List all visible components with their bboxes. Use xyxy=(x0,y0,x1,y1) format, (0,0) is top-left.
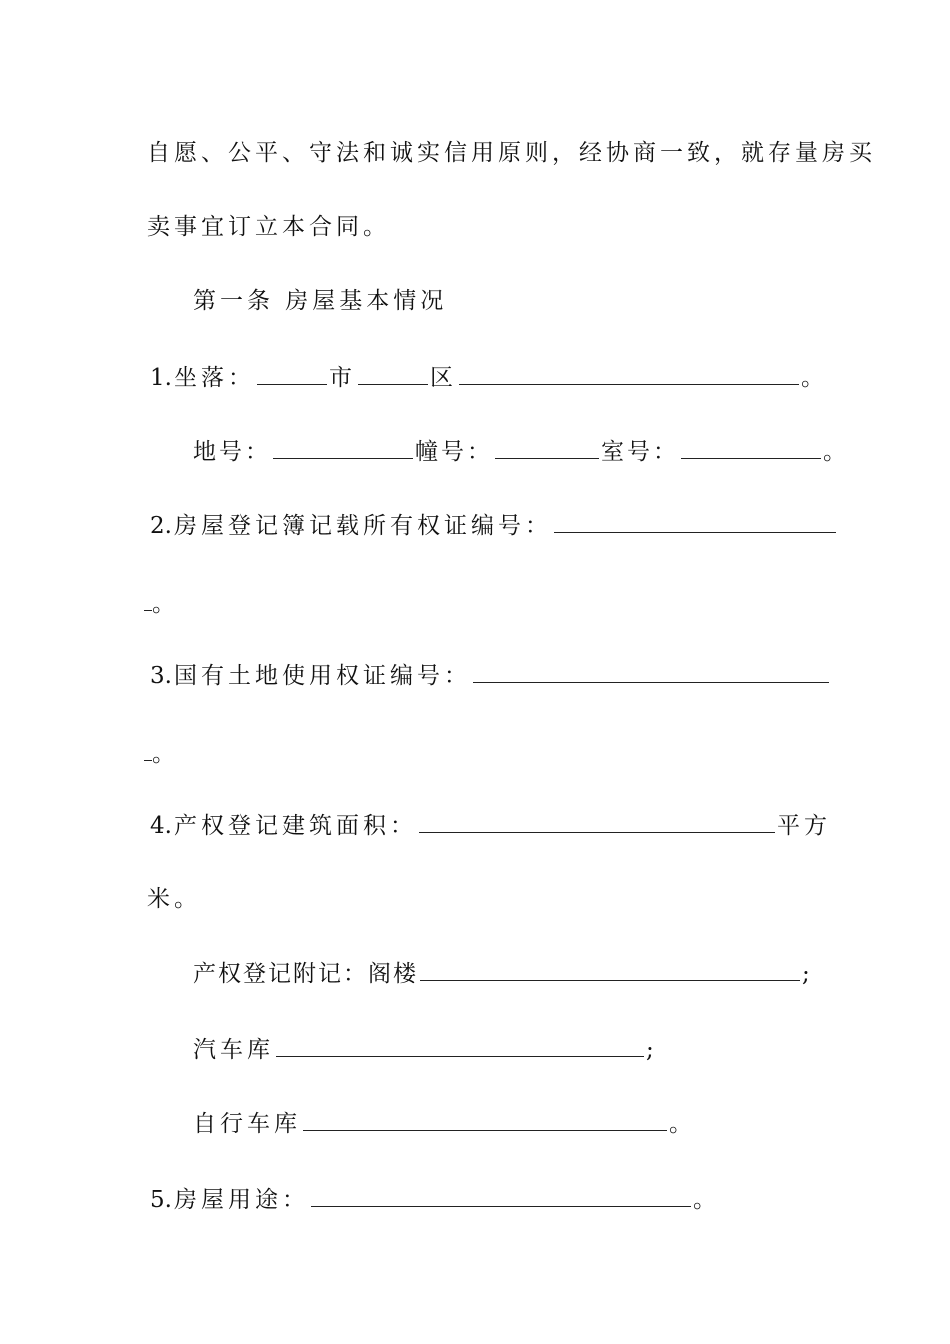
building-label: 幢号： xyxy=(415,439,493,465)
item-number: 5. xyxy=(150,1187,172,1213)
end-mark: 。 xyxy=(823,439,849,465)
item-5-usage xyxy=(150,1184,720,1215)
item-number: 3. xyxy=(150,663,172,689)
district-label: 区 xyxy=(429,365,457,391)
paragraph-line-1: 自愿、公平、守法和诚实信用原则，经协商一致，就存量房买 xyxy=(147,140,876,166)
end-mark: 。 xyxy=(800,365,828,391)
item-number: 4. xyxy=(150,813,172,839)
area-unit-part1: 平方 xyxy=(776,813,831,839)
bike-garage-end: 。 xyxy=(669,1111,696,1137)
article-1-title: 第一条 房屋基本情况 xyxy=(193,288,448,314)
item-2-ownership-cert xyxy=(150,510,838,541)
ownership-cert-blank xyxy=(554,510,836,533)
usage-label: 房屋用途： xyxy=(173,1187,309,1213)
item-4-garage xyxy=(193,1034,658,1065)
item-1-location xyxy=(150,362,828,393)
attic-end: ; xyxy=(802,961,812,987)
garage-end: ; xyxy=(646,1037,658,1063)
city-blank xyxy=(257,362,327,385)
item-1-lot-info xyxy=(193,436,849,467)
bike-garage-blank xyxy=(303,1108,667,1131)
garage-blank xyxy=(276,1034,644,1057)
paragraph-line-2: 卖事宜订立本合同。 xyxy=(147,214,390,240)
district-blank xyxy=(358,362,428,385)
attic-blank xyxy=(420,958,800,981)
end-mark: 。 xyxy=(152,591,179,617)
item-4-bike-garage xyxy=(193,1108,696,1139)
end-mark: 。 xyxy=(692,1187,720,1213)
garage-label: 汽车库 xyxy=(193,1037,274,1063)
location-label: 坐落： xyxy=(173,365,255,391)
continuation-blank xyxy=(144,588,152,611)
bike-garage-label: 自行车库 xyxy=(193,1111,301,1137)
city-label: 市 xyxy=(328,365,356,391)
item-number: 1. xyxy=(150,365,172,391)
item-3-land-cert xyxy=(150,660,831,691)
area-blank xyxy=(419,810,775,833)
room-blank xyxy=(681,436,821,459)
continuation-blank xyxy=(144,738,152,761)
usage-blank xyxy=(311,1184,691,1207)
ownership-cert-label: 房屋登记簿记载所有权证编号： xyxy=(173,513,552,539)
area-label: 产权登记建筑面积： xyxy=(173,813,417,839)
room-label: 室号： xyxy=(601,439,679,465)
building-blank xyxy=(495,436,599,459)
land-cert-label: 国有土地使用权证编号： xyxy=(173,663,471,689)
address-blank xyxy=(459,362,799,385)
attic-label: 产权登记附记：阁楼 xyxy=(193,961,418,987)
item-4-attic xyxy=(193,958,812,989)
end-mark: 。 xyxy=(152,741,179,767)
item-4-area xyxy=(150,810,831,841)
lot-blank xyxy=(273,436,413,459)
lot-label: 地号： xyxy=(193,439,271,465)
land-cert-blank xyxy=(473,660,829,683)
item-3-continuation xyxy=(144,738,179,769)
area-unit-part2: 米。 xyxy=(147,886,201,912)
item-number: 2. xyxy=(150,513,172,539)
item-2-continuation xyxy=(144,588,179,619)
